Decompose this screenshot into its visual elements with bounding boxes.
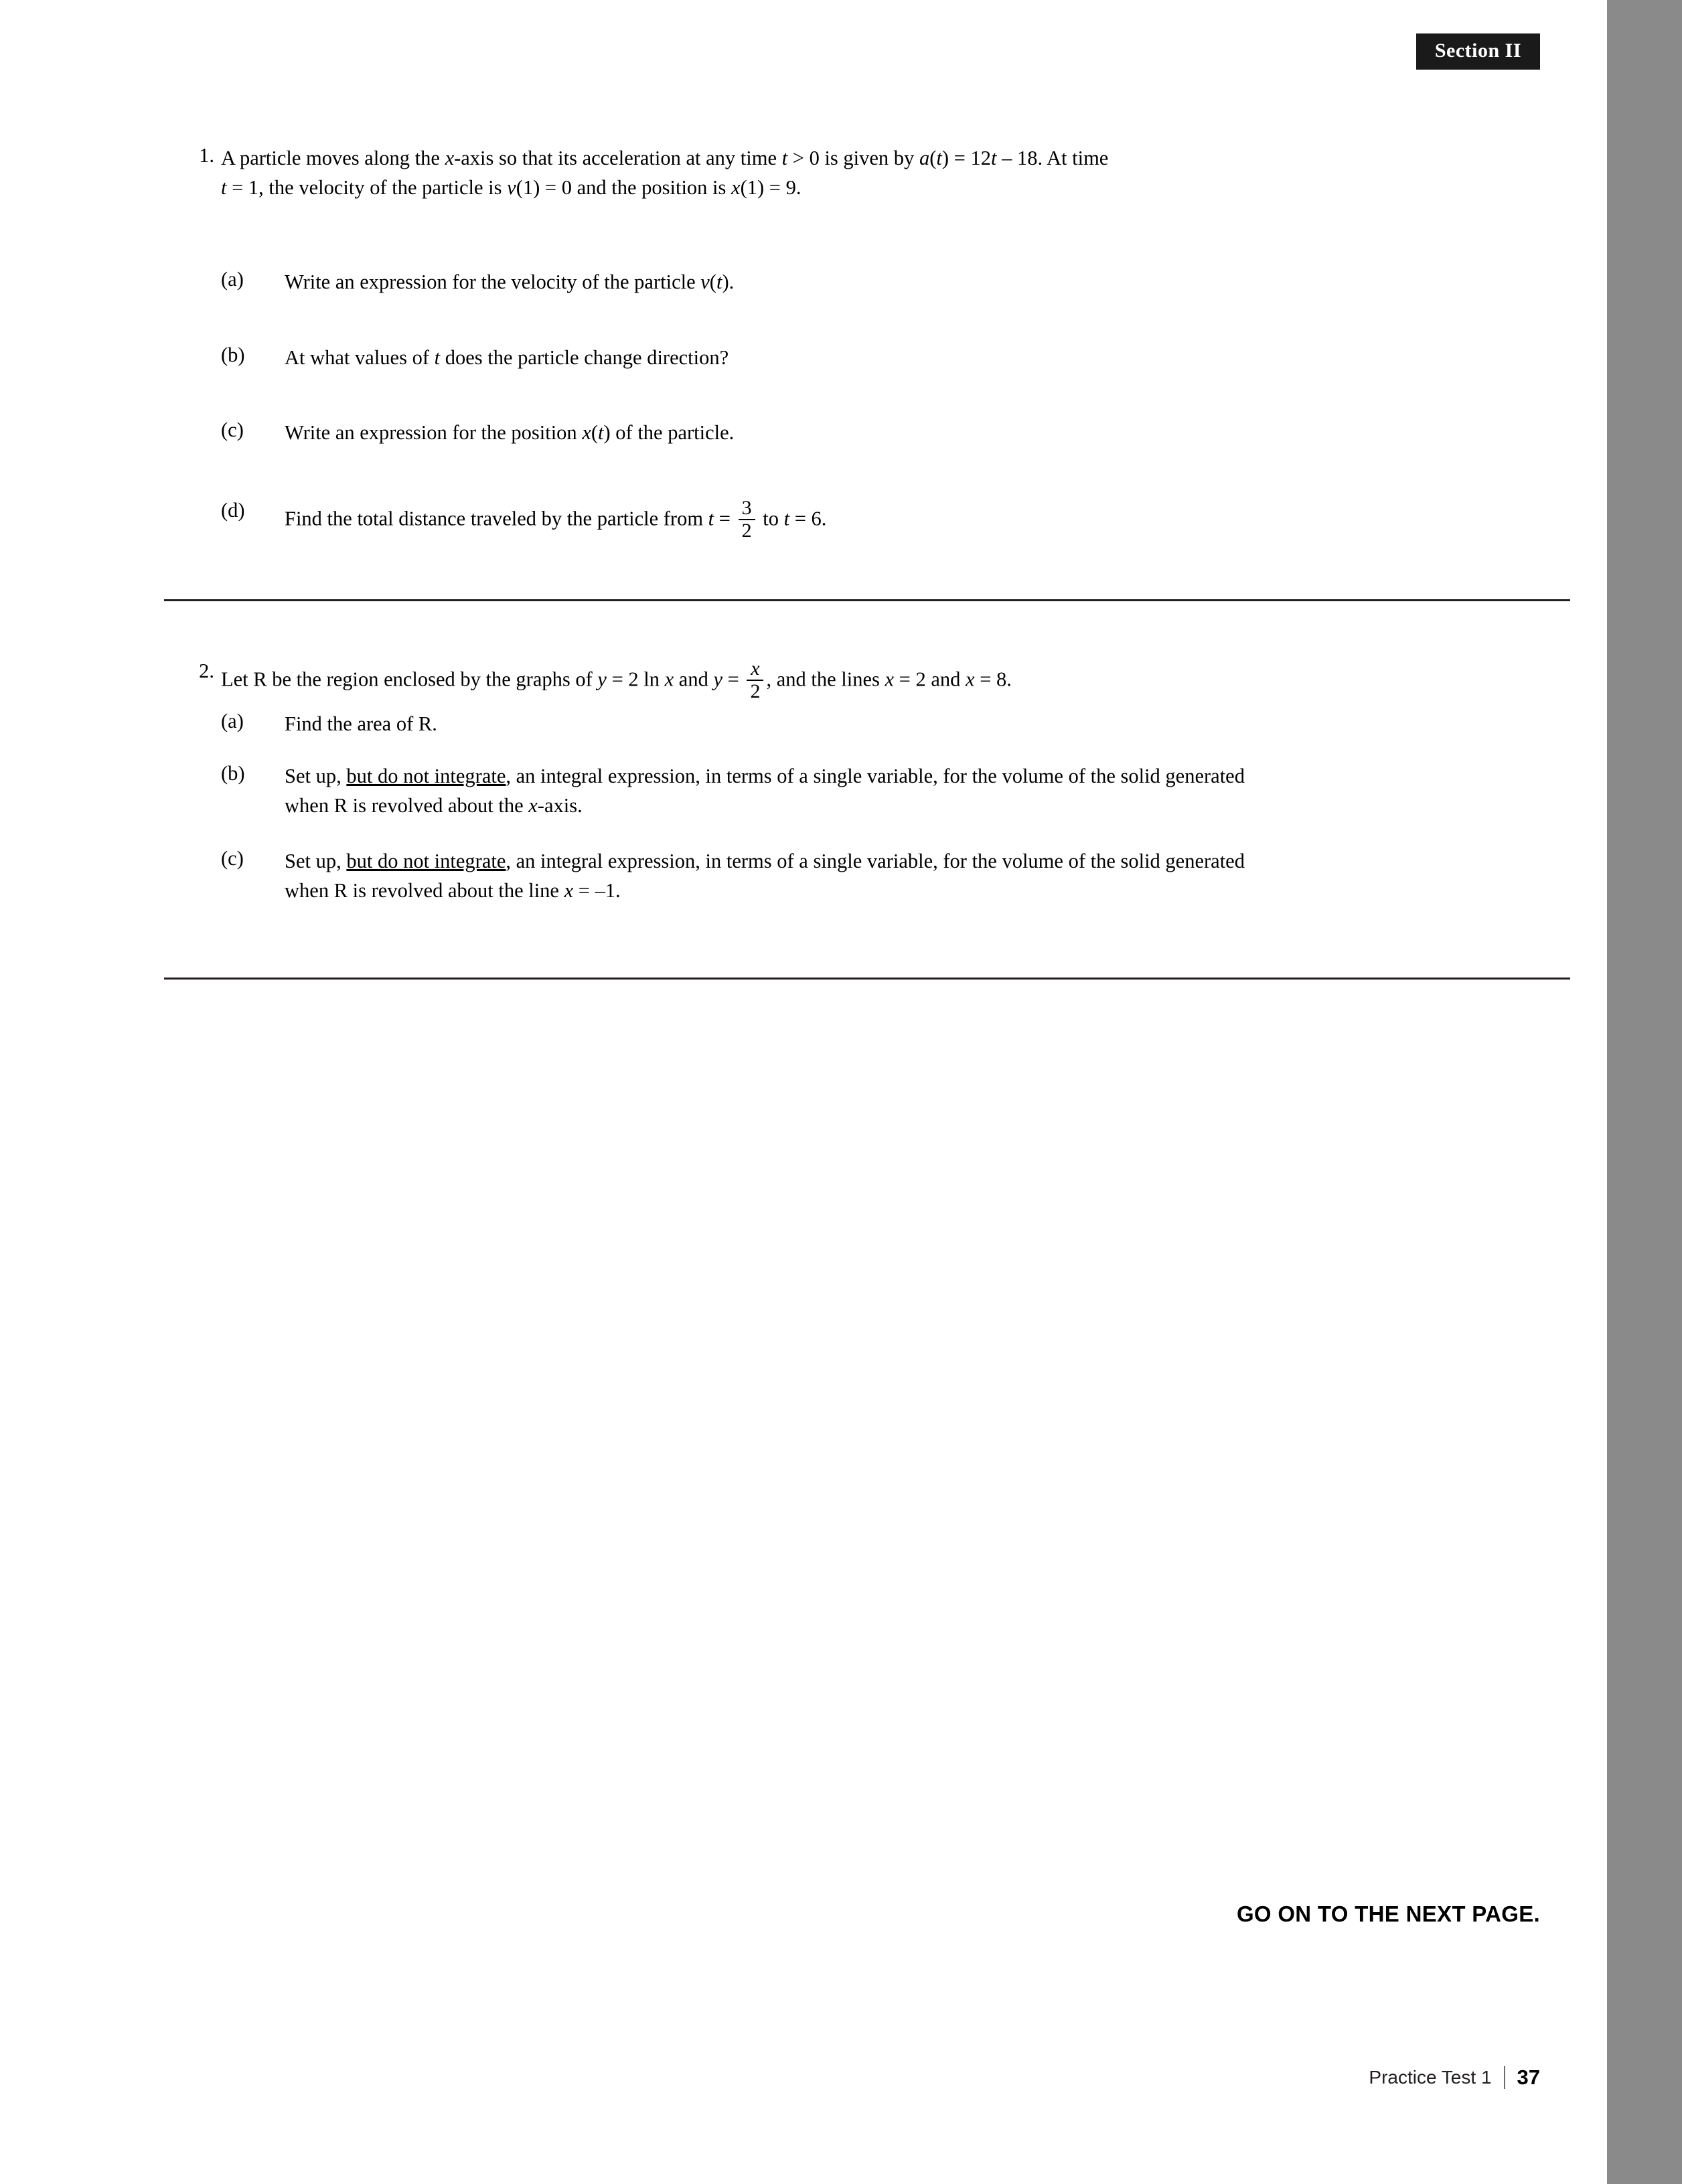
q2-stem-var-y2: y: [713, 668, 723, 691]
question-2-number: 2.: [199, 659, 214, 682]
q1-stem2-var-v: v: [507, 175, 516, 199]
q1a-var1: v: [700, 270, 710, 293]
q2c-line2-a: when R is revolved about the line: [285, 878, 564, 902]
question-1-number: 1.: [199, 144, 214, 167]
q2c-line2-var: x: [564, 878, 574, 902]
question-1-stem: [221, 144, 1396, 203]
q1c-a: Write an expression for the position: [285, 421, 583, 444]
question-2-part-b-text: [285, 762, 1450, 821]
q1-stem-d: (: [929, 147, 937, 169]
question-2-part-a-label: (a): [221, 710, 244, 732]
question-1-part-a-label: (a): [221, 268, 244, 291]
q1b-var1: t: [434, 346, 441, 369]
q1-stem-f: – 18. At time: [996, 147, 1109, 169]
q2-stem-var-x1: x: [664, 668, 674, 691]
divider-rule-1: [164, 599, 1570, 601]
q1-stem2-b: (1) = 0 and the position is: [516, 175, 732, 199]
q1c-var2: t: [598, 421, 604, 444]
q2-fraction: [747, 658, 763, 702]
q1-stem-var-a: a: [919, 147, 930, 169]
q2a-a: Find the area of R.: [285, 712, 437, 735]
q1-stem-var-x: x: [445, 147, 455, 169]
footer-page-number: 37: [1517, 2065, 1540, 2089]
q1a-a: Write an expression for the velocity of the particle: [285, 270, 701, 293]
q1-stem2-var-t: t: [221, 175, 227, 199]
q1-stem-b: -axis so that its acceleration at any time: [454, 147, 782, 169]
q2-stem-a: Let R be the region enclosed by the graphs of: [221, 668, 598, 691]
question-2-part-c-text: [285, 847, 1450, 906]
q1-stem-e: ) = 12: [941, 147, 991, 169]
q2-stem-g: = 8.: [974, 668, 1012, 691]
question-1-part-a-text: [285, 268, 1423, 297]
q2b-line2-a: when R is revolved about the: [285, 793, 529, 817]
q1-stem2-var-x: x: [731, 175, 741, 199]
q2b-b: , an integral expression, in terms of a single variable, for the volume of the solid generated: [506, 765, 1245, 787]
section-tab: Section II: [1416, 33, 1540, 70]
q1d-var2: t: [783, 507, 790, 530]
question-1-part-b-label: (b): [221, 343, 245, 366]
q2c-a: Set up,: [285, 850, 347, 872]
question-2-stem: [221, 659, 1426, 703]
q1d-c: to: [757, 507, 784, 530]
q2-stem-c: and: [674, 668, 714, 691]
q1-stem-var-t2: t: [936, 147, 942, 169]
q1d-fraction: [739, 497, 755, 541]
q1b-a: At what values of: [285, 346, 435, 369]
q1a-b: (: [709, 270, 716, 293]
q1-stem2-a: = 1, the velocity of the particle is: [226, 175, 508, 199]
q1c-var1: x: [582, 421, 591, 444]
q2-stem-b: = 2 ln: [606, 668, 665, 691]
q2-stem-var-x3: x: [966, 668, 975, 691]
q2b-line2-var: x: [528, 793, 538, 817]
q1d-frac-denominator: 2: [739, 519, 755, 542]
q1c-b: (: [591, 421, 599, 444]
q2-frac-denominator: 2: [747, 680, 763, 702]
q1d-b: =: [714, 507, 736, 530]
q1-stem2-c: (1) = 9.: [740, 175, 801, 199]
q2c-b: , an integral expression, in terms of a single variable, for the volume of the solid generated: [506, 850, 1245, 872]
page-footer: [1369, 2065, 1540, 2090]
question-1-part-c-label: (c): [221, 418, 244, 441]
q2c-line2-b: = –1.: [573, 878, 621, 902]
q1-stem-c: > 0 is given by: [787, 147, 919, 169]
q1d-a: Find the total distance traveled by the particle from: [285, 507, 708, 530]
q2-frac-numerator: x: [751, 657, 760, 680]
q1d-frac-numerator: 3: [741, 497, 752, 519]
question-1-part-d-text: [285, 499, 1423, 542]
question-2-part-a-text: [285, 710, 1436, 739]
question-2-part-b-label: (b): [221, 762, 245, 785]
q1d-d: = 6.: [789, 507, 827, 530]
q2b-underlined: but do not integrate: [346, 765, 506, 787]
q2b-line2-b: -axis.: [537, 793, 583, 817]
question-2-part-c-label: (c): [221, 847, 244, 870]
q2b-a: Set up,: [285, 765, 347, 787]
question-1-part-d-label: (d): [221, 499, 245, 522]
q2-stem-e: , and the lines: [766, 668, 885, 691]
q1a-var2: t: [716, 270, 722, 293]
q1d-var1: t: [708, 507, 714, 530]
q2c-underlined: but do not integrate: [346, 850, 506, 872]
q2-stem-f: = 2 and: [894, 668, 966, 691]
question-1-part-b-text: [285, 343, 1423, 373]
q1-stem-var-t: t: [781, 147, 788, 169]
go-on-notice: GO ON TO THE NEXT PAGE.: [1236, 1901, 1540, 1926]
q2-stem-var-y1: y: [597, 668, 607, 691]
footer-book-label: Practice Test 1: [1369, 2067, 1492, 2088]
page-edge-shadow: [1607, 0, 1682, 2184]
q1-stem-a: A particle moves along the: [221, 147, 445, 169]
q1a-c: ).: [722, 270, 735, 293]
question-1-part-c-text: [285, 418, 1423, 448]
footer-divider: [1504, 2066, 1505, 2089]
q1b-b: does the particle change direction?: [440, 346, 729, 369]
q1c-c: ) of the particle.: [603, 421, 735, 444]
q2-stem-var-x2: x: [885, 668, 895, 691]
q2-stem-d: =: [722, 668, 745, 691]
divider-rule-2: [164, 978, 1570, 980]
q1-stem-var-t3: t: [990, 147, 997, 169]
